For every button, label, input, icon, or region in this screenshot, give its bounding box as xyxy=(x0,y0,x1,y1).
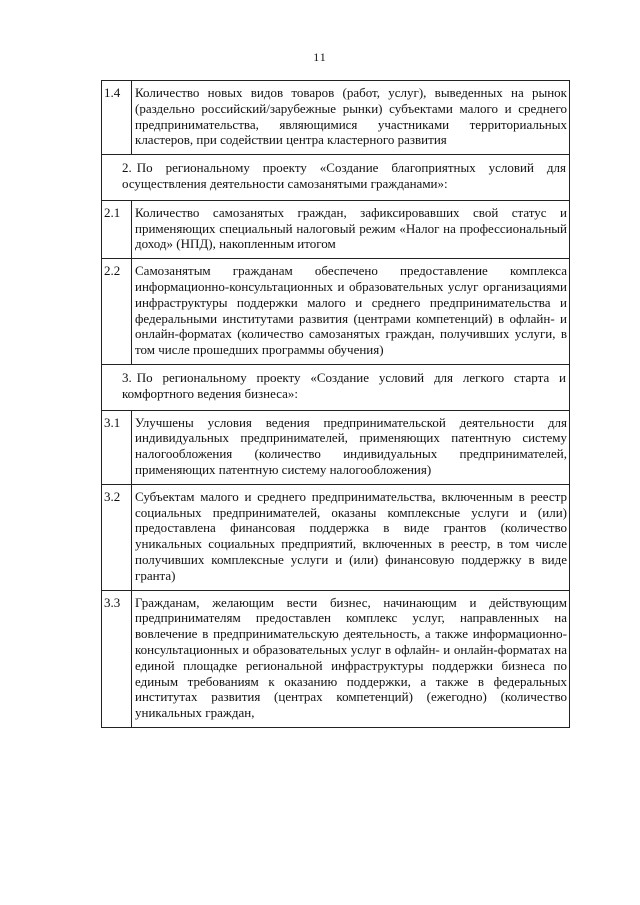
row-number: 1.4 xyxy=(102,81,132,155)
row-text: Количество самозанятых граждан, зафиксировавших свой статус и применяющих специальный налоговый режим «Налог на профессиональный доход» (НПД), накопленным итогом xyxy=(132,200,570,258)
section-title: По региональному проекту «Создание условий для легкого старта и комфортного ведения бизнеса»: xyxy=(122,369,566,401)
section-heading xyxy=(102,155,570,201)
row-number: 3.1 xyxy=(102,410,132,484)
row-text: Количество новых видов товаров (работ, услуг), выведенных на рынок (раздельно российский/зарубежные рынки) субъектами малого и среднего предпринимательства, являющимися участниками территориальных кластеров, при содействии центра кластерного развития xyxy=(132,81,570,155)
table-row xyxy=(102,81,570,155)
row-text: Субъектам малого и среднего предпринимательства, включенным в реестр социальных предпринимателей, оказаны комплексные услуги и (или) предоставлена финансовая поддержка в виде грантов (количество уникальных социальных предприятий, включенных в реестр, в том числе получивших комплексные услуги и (или) финансовую поддержку в виде гранта) xyxy=(132,484,570,590)
row-number: 3.2 xyxy=(102,484,132,590)
table-row xyxy=(102,484,570,590)
table-row xyxy=(102,259,570,365)
section-number: 2. xyxy=(122,160,132,176)
section-row xyxy=(102,364,570,410)
section-title: По региональному проекту «Создание благоприятных условий для осуществления деятельности самозанятыми гражданами»: xyxy=(122,160,566,191)
row-number: 2.1 xyxy=(102,200,132,258)
page-number: 11 xyxy=(313,50,327,64)
table-row xyxy=(102,590,570,727)
indicator-table xyxy=(101,80,570,728)
row-number: 3.3 xyxy=(102,590,132,727)
section-heading xyxy=(102,364,570,410)
table-row xyxy=(102,410,570,484)
section-row xyxy=(102,155,570,201)
section-number: 3. xyxy=(122,369,132,385)
row-number: 2.2 xyxy=(102,259,132,365)
table-row xyxy=(102,200,570,258)
row-text: Гражданам, желающим вести бизнес, начинающим и действующим предпринимателям предоставлен комплекс услуг, направленных на вовлечение в предпринимательскую деятельность, а также информационно-консультационных и образовательных услуг в офлайн- и онлайн-форматах на единой площадке региональной инфраструктуры поддержки бизнеса по единым требованиям к оказанию поддержки, а также в федеральных институтах развития (центрах компетенций) (ежегодно) (количество уникальных граждан, xyxy=(132,590,570,727)
row-text: Улучшены условия ведения предпринимательской деятельности для индивидуальных предпринимателей, применяющих патентную систему налогообложения (количество индивидуальных предпринимателей, применяющих патентную систему налогообложения) xyxy=(132,410,570,484)
row-text: Самозанятым гражданам обеспечено предоставление комплекса информационно-консультационных и образовательных услуг организациями инфраструктуры поддержки малого и среднего предпринимательства и федеральными институтами развития (центрами компетенций) в офлайн- и онлайн-форматах (количество самозанятых граждан, получивших услуги, в том числе прошедших программы обучения) xyxy=(132,259,570,365)
